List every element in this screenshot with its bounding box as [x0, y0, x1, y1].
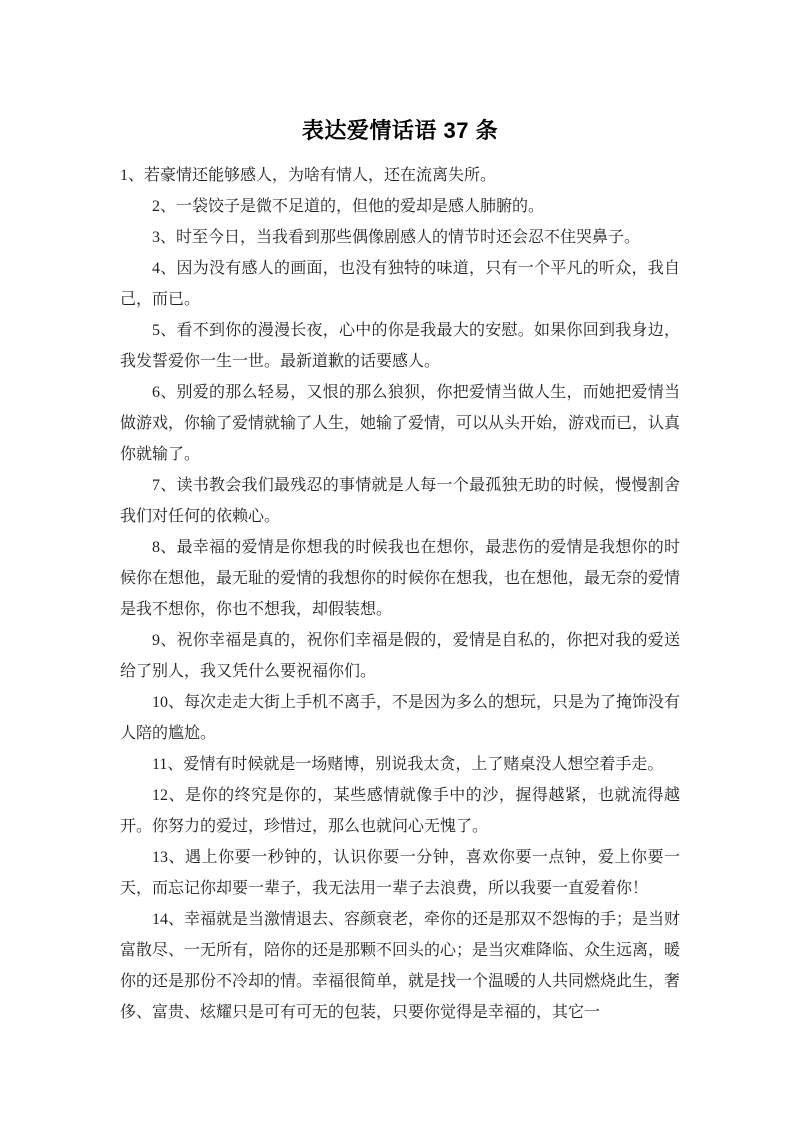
paragraph-item-7: 7、读书教会我们最残忍的事情就是人每一个最孤独无助的时候，慢慢割舍我们对任何的依赖心。 — [120, 477, 680, 525]
paragraph-item-5: 5、看不到你的漫漫长夜，心中的你是我最大的安慰。如果你回到我身边，我发誓爱你一生一世。最新道歉的话要感人。 — [120, 322, 680, 370]
paragraph-item-10: 10、每次走走大街上手机不离手，不是因为多么的想玩，只是为了掩饰没有人陪的尴尬。 — [120, 694, 681, 742]
document-title: 表达爱情话语 37 条 — [301, 118, 499, 143]
paragraph-item-11: 11、爱情有时候就是一场赌博，别说我太贪，上了赌桌没人想空着手走。 — [152, 756, 664, 773]
paragraph-item-9: 9、祝你幸福是真的，祝你们幸福是假的，爱情是自私的，你把对我的爱送给了别人，我又凭什么要祝福你们。 — [120, 632, 680, 680]
paragraph-item-1: 1、若豪情还能够感人，为啥有情人，还在流离失所。 — [120, 167, 497, 184]
paragraph-item-13: 13、遇上你要一秒钟的，认识你要一分钟，喜欢你要一点钟，爱上你要一天，而忘记你却要一辈子，我无法用一辈子去浪费，所以我要一直爱着你！ — [120, 849, 680, 897]
paragraph-item-12: 12、是你的终究是你的，某些感情就像手中的沙，握得越紧，也就流得越开。你努力的爱过，珍惜过，那么也就问心无愧了。 — [120, 787, 680, 835]
paragraph-item-2: 2、一袋饺子是微不足道的，但他的爱却是感人肺腑的。 — [152, 198, 545, 215]
paragraph-item-14: 14、幸福就是当激情退去、容颜衰老，牵你的还是那双不怨悔的手；是当财富散尽、一无所有，陪你的还是那颗不回头的心；是当灾难降临、众生远离，暖你的还是那份不冷却的情。幸福很简单，就是找一个温暖的人共同燃烧此生，奢侈、富贵、炫耀只是可有可无的包装，只要你觉得是幸福的，其它一 — [120, 911, 681, 1021]
paragraph-item-6: 6、别爱的那么轻易，又恨的那么狼狈，你把爱情当做人生，而她把爱情当做游戏，你输了爱情就输了人生，她输了爱情，可以从头开始，游戏而已，认真你就输了。 — [120, 384, 681, 463]
paragraph-item-4: 4、因为没有感人的画面，也没有独特的味道，只有一个平凡的听众，我自己，而已。 — [120, 260, 680, 308]
paragraph-item-8: 8、最幸福的爱情是你想我的时候我也在想你，最悲伤的爱情是我想你的时候你在想他，最无耻的爱情的我想你的时候你在想我，也在想他，最无奈的爱情是我不想你，你也不想我，却假装想。 — [120, 539, 681, 618]
paragraph-item-3: 3、时至今日，当我看到那些偶像剧感人的情节时还会忍不住哭鼻子。 — [152, 229, 641, 246]
